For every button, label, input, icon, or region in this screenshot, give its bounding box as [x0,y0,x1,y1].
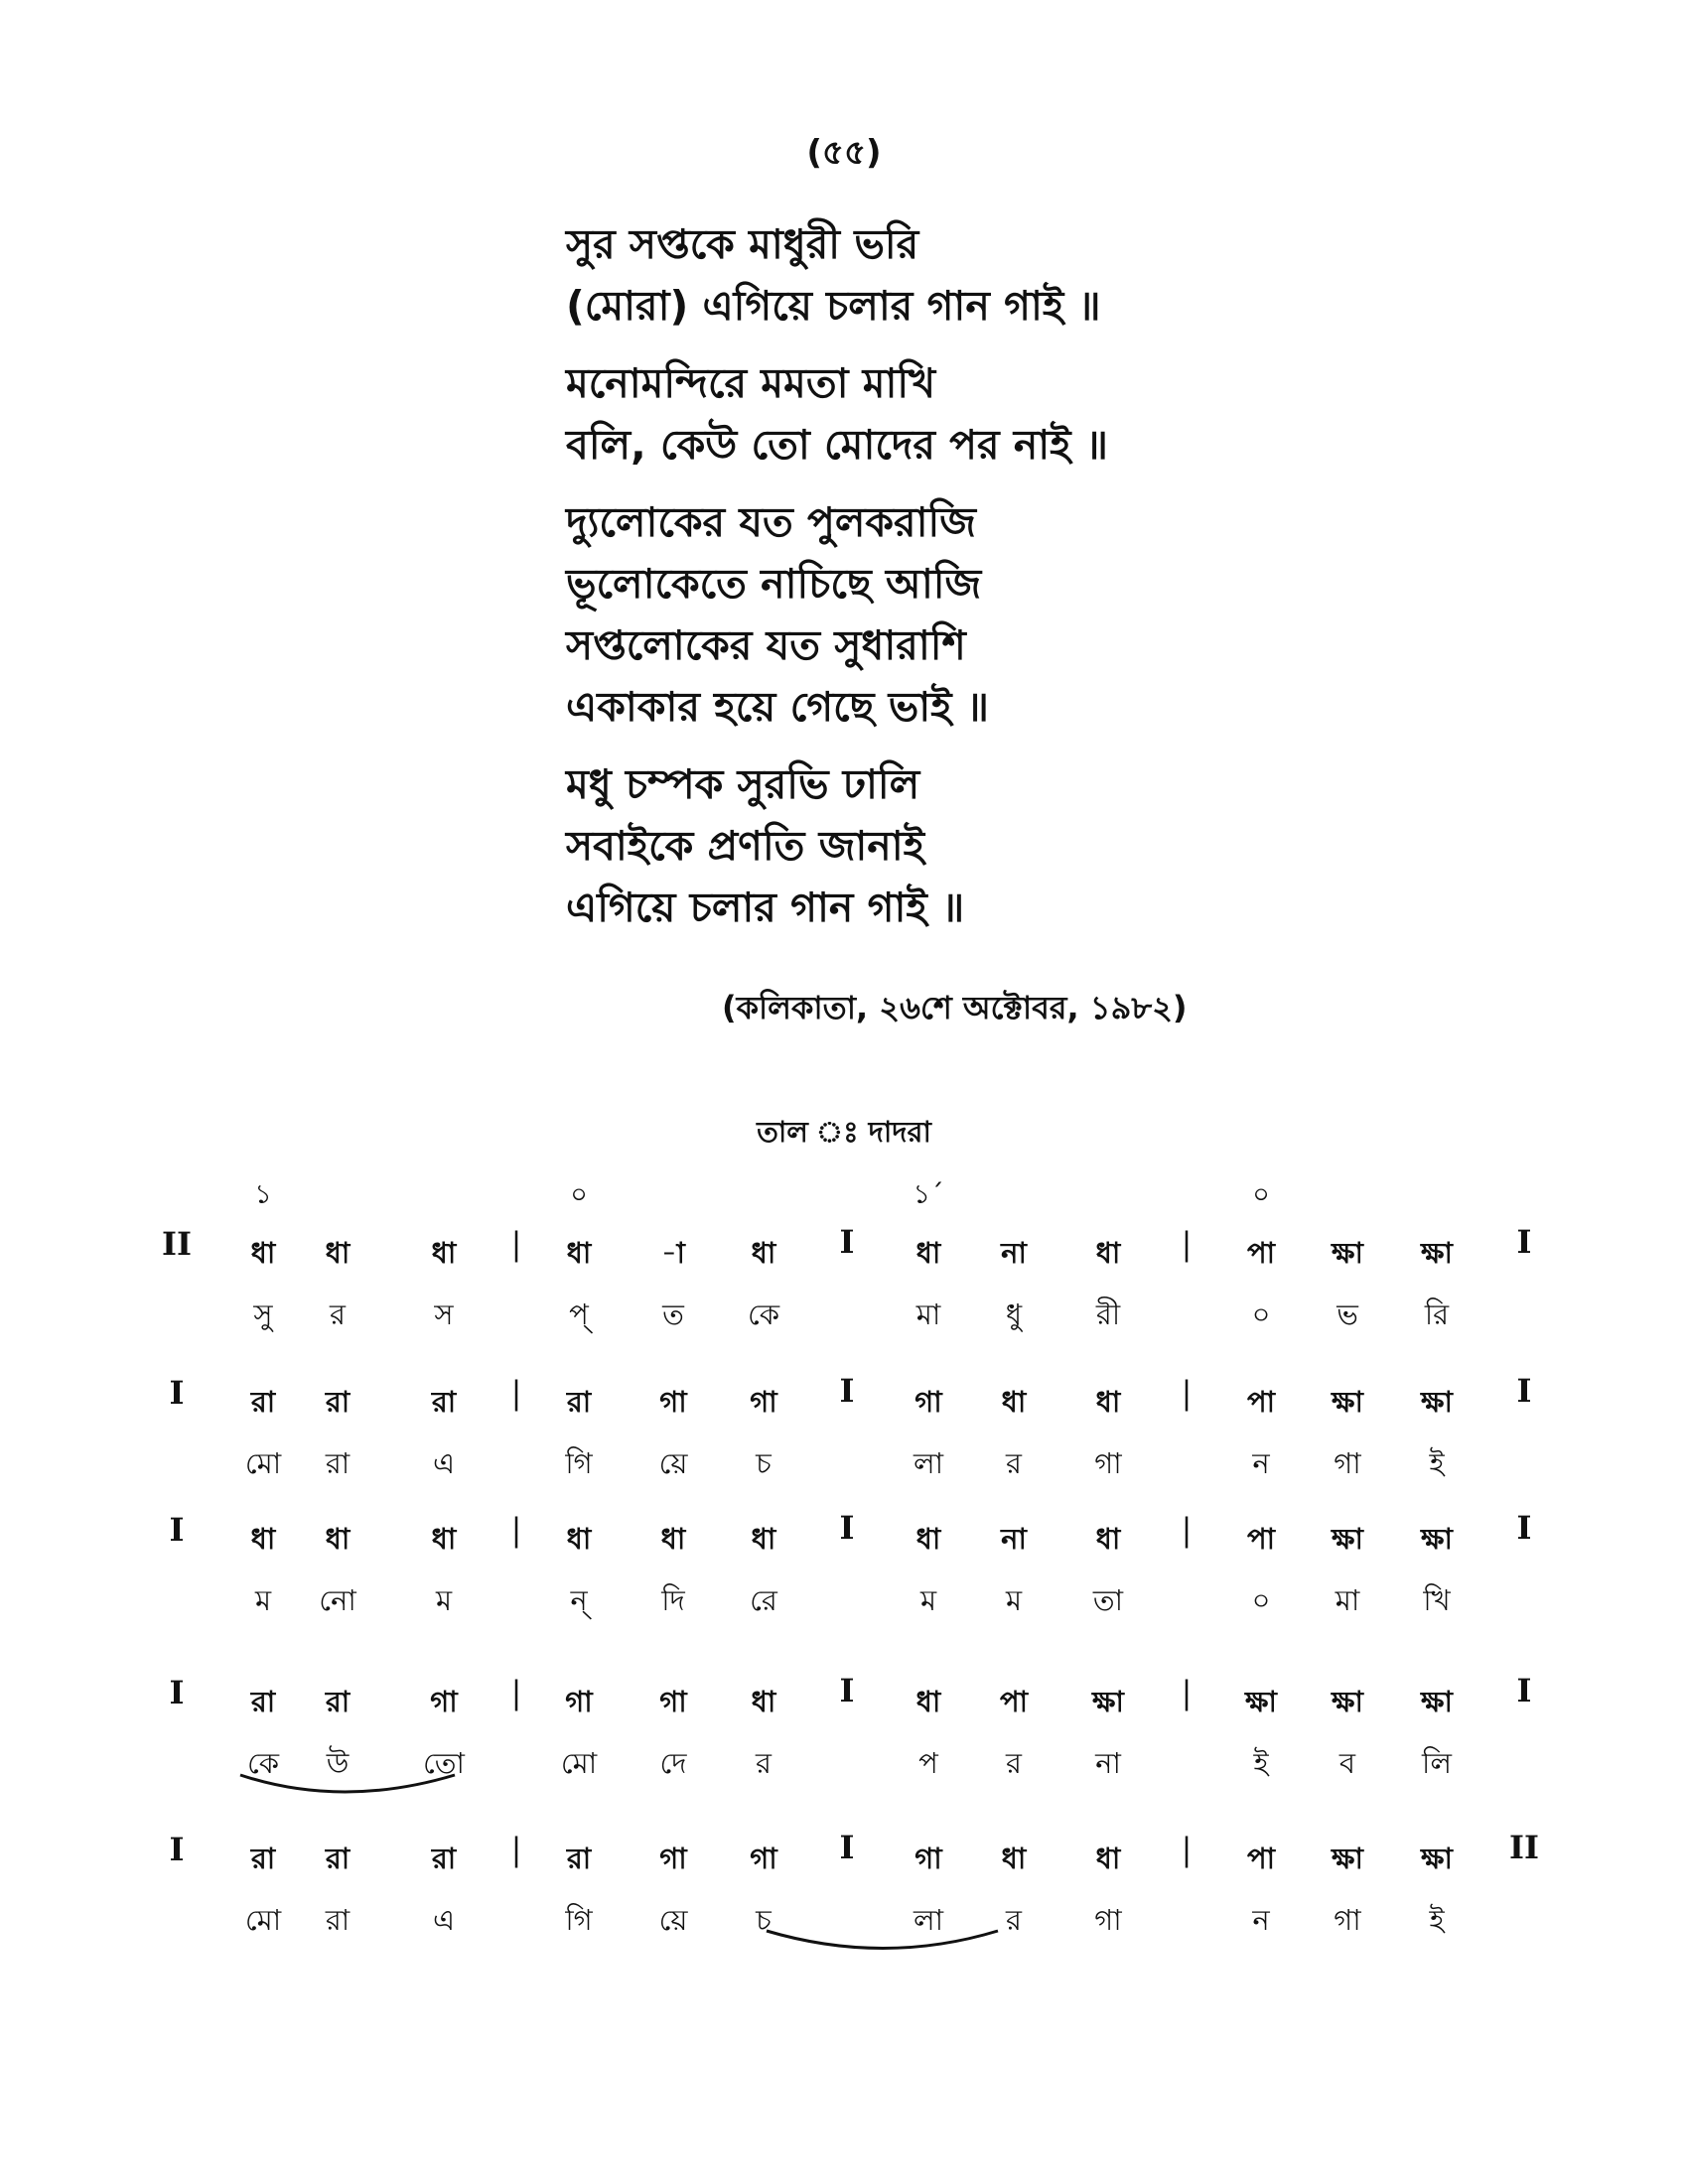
beat-marker: ১´ [913,1179,944,1210]
syllable: ম [254,1583,272,1617]
syllable: না [1095,1746,1121,1780]
syllable: রা [325,1903,351,1937]
syllable: রা [325,1446,351,1480]
swara-note: ধা [431,1522,457,1556]
swara-note: ধা [915,1522,941,1556]
bar-line-double: I [169,1511,185,1549]
date-footnote: (কলিকাতা, ২৬শে অক্টোবর, ১৯৮২) [722,989,1188,1026]
swara-note: গা [750,1842,777,1875]
syllable: র [1006,1446,1022,1480]
swara-note: ক্ষা [1421,1522,1453,1556]
swara-note: ধা [250,1236,276,1270]
bar-line-avartan: I [839,1372,855,1410]
syllable: এ [432,1903,456,1937]
syllable: ধু [1005,1297,1023,1331]
syllable: দি [661,1583,685,1617]
swara-note: গা [659,1385,687,1419]
swara-note: গা [659,1685,687,1718]
slur-arc [767,1931,998,1949]
syllable: লি [1422,1746,1452,1780]
bar-line-avartan: I [839,1223,855,1261]
lyric-line: সবাইকে প্রণতি জানাই [566,822,924,870]
lyric-line: এগিয়ে চলার গান গাই ॥ [566,884,965,931]
swara-note: ক্ষা [1421,1385,1453,1419]
syllable: লা [913,1446,944,1480]
syllable: য়ে [658,1903,688,1937]
swara-note: ধা [325,1236,351,1270]
swara-note: ধা [566,1236,592,1270]
syllable: ন্ [570,1583,588,1617]
swara-note: পা [1246,1842,1276,1875]
syllable: গি [565,1446,593,1480]
beat-marker: ০ [1252,1179,1270,1210]
swara-note: ধা [751,1685,776,1718]
syllable: গা [1094,1446,1122,1480]
syllable: নো [319,1583,356,1617]
syllable: তো [423,1746,465,1780]
syllable: গি [565,1903,593,1937]
swara-note: গা [659,1842,687,1875]
swara-note: ধা [1001,1385,1027,1419]
swara-note: ক্ষা [1332,1522,1363,1556]
bar-line-vibhag: | [510,1511,522,1549]
bar-line-vibhag: | [510,1674,522,1711]
swara-note: ধা [1095,1842,1121,1875]
syllable: র [330,1297,346,1331]
lyric-line: দ্যুলোকের যত পুলকরাজি [566,498,976,546]
bar-line-vibhag: | [1181,1511,1193,1549]
swara-note: রা [325,1385,351,1419]
syllable: গা [1334,1903,1361,1937]
swara-note: ক্ষা [1332,1385,1363,1419]
swara-note: ক্ষা [1421,1842,1453,1875]
swara-note: পা [1246,1236,1276,1270]
swara-note: ধা [431,1236,457,1270]
swara-note: ধা [1001,1842,1027,1875]
syllable: উ [326,1746,350,1780]
syllable: র [1006,1903,1022,1937]
swara-note: রা [325,1685,351,1718]
syllable: ০ [1251,1583,1271,1617]
syllable: প [918,1746,938,1780]
bar-line-double: I [169,1374,185,1412]
bar-line-avartan: I [839,1672,855,1709]
beat-marker: ১ [254,1179,272,1210]
swara-note: ক্ষা [1092,1685,1124,1718]
syllable: চ [756,1903,772,1937]
bar-line-close: I [1516,1509,1532,1547]
syllable: ই [1429,1446,1445,1480]
swara-note: রা [250,1385,276,1419]
swara-note: গা [750,1385,777,1419]
syllable: ই [1429,1903,1445,1937]
swara-note: রা [566,1385,592,1419]
swara-note: ধা [1095,1236,1121,1270]
bar-line-avartan: I [839,1509,855,1547]
swara-note: ধা [1095,1385,1121,1419]
lyric-line: মধু চম্পক সুরভি ঢালি [566,760,920,808]
swara-note: ধা [915,1685,941,1718]
bar-line-double: II [162,1225,192,1263]
bar-line-close: I [1516,1372,1532,1410]
syllable: কে [246,1746,280,1780]
swara-note: ধা [566,1522,592,1556]
bar-line-close: I [1516,1672,1532,1709]
syllable: ম [435,1583,453,1617]
page-number: (৫৫) [806,133,882,173]
swara-note: গা [914,1385,942,1419]
syllable: প্ [569,1297,589,1331]
syllable: ত [662,1297,684,1331]
bar-line-vibhag: | [510,1374,522,1412]
swara-note: ধা [325,1522,351,1556]
beat-marker: ০ [570,1179,588,1210]
swara-note: ক্ষা [1245,1685,1277,1718]
syllable: খি [1423,1583,1451,1617]
syllable: ম [1005,1583,1023,1617]
lyric-line: সুর সপ্তকে মাধুরী ভরি [566,220,919,268]
slur-arc [240,1775,455,1792]
swara-note: রা [431,1385,457,1419]
lyric-line: (মোরা) এগিয়ে চলার গান গাই ॥ [566,282,1101,330]
syllable: দে [659,1746,687,1780]
syllable: র [756,1746,772,1780]
syllable: ব [1338,1746,1356,1780]
bar-line-avartan: I [839,1829,855,1866]
syllable: সু [253,1297,273,1331]
bar-line-vibhag: | [510,1225,522,1263]
swara-note: রা [431,1842,457,1875]
syllable: মা [1335,1583,1360,1617]
syllable: ন [1252,1903,1270,1937]
bar-line-vibhag: | [1181,1674,1193,1711]
lyric-line: ভূলোকেতে নাচিছে আজি [566,560,982,608]
swara-note: রা [325,1842,351,1875]
swara-note: ক্ষা [1332,1842,1363,1875]
lyric-line: সপ্তলোকের যত সুধারাশি [566,621,966,669]
bar-line-double: I [169,1831,185,1868]
bar-line-vibhag: | [1181,1831,1193,1868]
swara-note: ধা [1095,1522,1121,1556]
swara-note: ক্ষা [1332,1236,1363,1270]
bar-line-close: II [1509,1829,1539,1866]
swara-note: ক্ষা [1332,1685,1363,1718]
syllable: মো [560,1746,598,1780]
taal-heading: তাল ঃ দাদরা [757,1115,931,1149]
syllable: ম [919,1583,937,1617]
swara-note: ধা [915,1236,941,1270]
swara-note: না [1001,1236,1027,1270]
syllable: তা [1092,1583,1124,1617]
syllable: রী [1095,1297,1121,1331]
swara-note: রা [250,1842,276,1875]
swara-note: ধা [751,1236,776,1270]
bar-line-vibhag: | [1181,1225,1193,1263]
syllable: মো [244,1446,282,1480]
swara-note: পা [1246,1385,1276,1419]
bar-line-vibhag: | [510,1831,522,1868]
lyric-line: একাকার হয়ে গেছে ভাই ॥ [566,683,989,731]
syllable: ভ [1336,1297,1358,1331]
swara-note: রা [566,1842,592,1875]
syllable: গা [1334,1446,1361,1480]
bar-line-vibhag: | [1181,1374,1193,1412]
swara-note: ক্ষা [1421,1685,1453,1718]
swara-note: গা [914,1842,942,1875]
swara-note: ধা [660,1522,686,1556]
syllable: রে [750,1583,777,1617]
syllable: এ [432,1446,456,1480]
swara-note: -া [661,1236,685,1270]
syllable: মা [915,1297,941,1331]
swara-note: পা [1246,1522,1276,1556]
bar-line-double: I [169,1674,185,1711]
syllable: য়ে [658,1446,688,1480]
swara-note: ক্ষা [1421,1236,1453,1270]
syllable: ই [1253,1746,1269,1780]
swara-note: গা [430,1685,458,1718]
swara-note: রা [250,1685,276,1718]
lyric-line: বলি, কেউ তো মোদের পর নাই ॥ [566,421,1108,469]
syllable: র [1006,1746,1022,1780]
syllable: ন [1252,1446,1270,1480]
syllable: মো [244,1903,282,1937]
syllable: গা [1094,1903,1122,1937]
syllable: লা [913,1903,944,1937]
syllable: কে [747,1297,780,1331]
swara-note: ধা [250,1522,276,1556]
syllable: চ [756,1446,772,1480]
syllable: রি [1424,1297,1450,1331]
swara-note: গা [565,1685,593,1718]
swara-note: পা [999,1685,1029,1718]
syllable: স [434,1297,454,1331]
swara-note: ধা [751,1522,776,1556]
lyric-line: মনোমন্দিরে মমতা মাখি [566,359,936,407]
syllable: ০ [1251,1297,1271,1331]
swara-note: না [1001,1522,1027,1556]
bar-line-close: I [1516,1223,1532,1261]
